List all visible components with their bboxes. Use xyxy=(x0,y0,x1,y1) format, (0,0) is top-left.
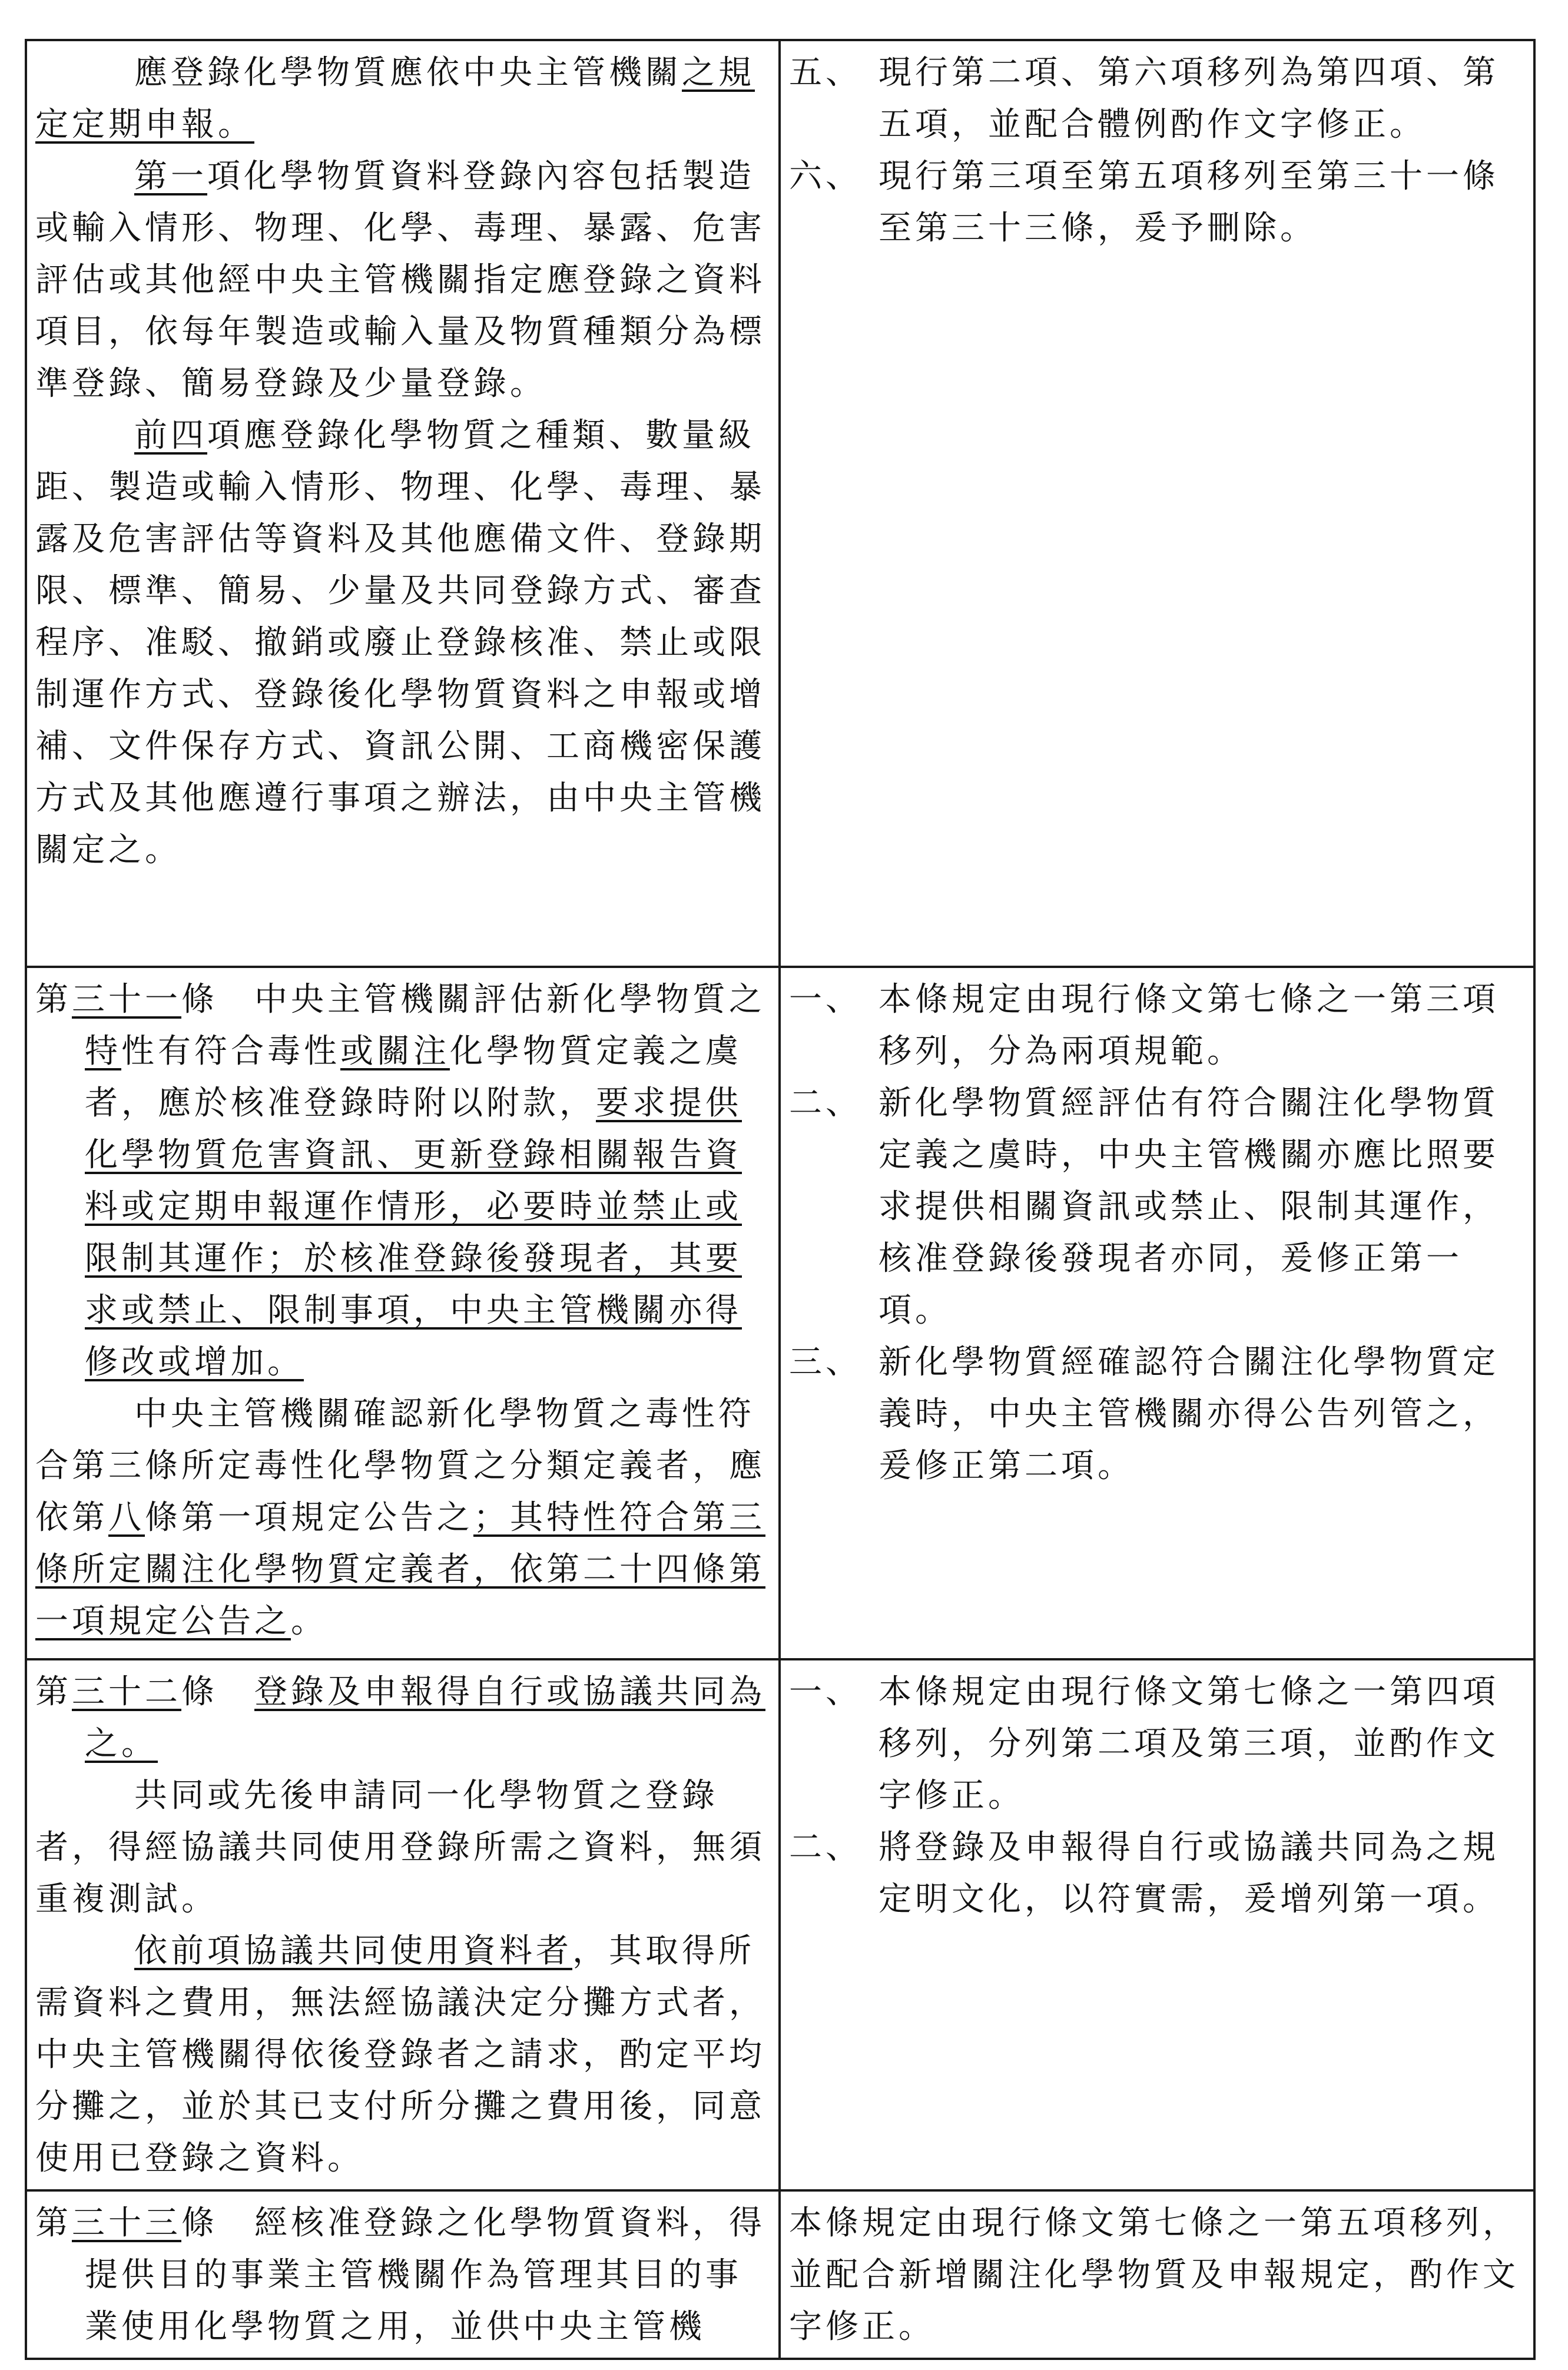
text-segment: 中央主管機關確認新化學物質之毒性符合第三條所定毒性化學物質之分類定義者，應依第 xyxy=(35,1395,765,1537)
explanation-item xyxy=(789,974,1525,1078)
explanation-item xyxy=(789,1078,1525,1337)
explanation-item xyxy=(789,151,1525,254)
item-number: 一、 xyxy=(789,980,862,1019)
explanation-cell xyxy=(780,40,1534,967)
explanation-item xyxy=(789,1337,1525,1492)
text-segment: 化學物質定義之虞者，應於核准登錄時附以附款， xyxy=(85,1032,742,1122)
paragraph xyxy=(35,2197,770,2353)
amended-text: 或關注 xyxy=(340,1032,450,1070)
amended-text: 登錄及申報得自行或協議共同為之。 xyxy=(85,1673,765,1763)
text-segment: 條 經核准登錄之化學物質資料，得提供目的事業主管機關作為管理其目的事業使用化學物質之用，並供中央主管機 xyxy=(85,2204,765,2346)
item-number: 一、 xyxy=(789,1673,862,1711)
amended-text: 前四 xyxy=(134,416,207,455)
table-row xyxy=(26,2190,1534,2359)
item-text: 本條規定由現行條文第七條之一第三項移列，分為兩項規範。 xyxy=(879,980,1499,1070)
text-segment: 第 xyxy=(35,1673,72,1711)
item-text: 現行第二項、第六項移列為第四項、第五項，並配合體例酌作文字修正。 xyxy=(879,54,1499,144)
amended-text: 三十二 xyxy=(72,1673,181,1711)
item-number: 五、 xyxy=(789,54,862,92)
article-text-cell xyxy=(26,967,780,1659)
explanation-item xyxy=(789,1666,1525,1822)
article-text-cell xyxy=(26,2190,780,2359)
text-segment: ，其取得所需資料之費用，無法經協議決定分攤方式者，中央主管機關得依後登錄者之請求，酌定平均分攤之，並於其已支付所分攤之費用後，同意使用已登錄之資料。 xyxy=(35,1932,765,2177)
amended-text: 三十三 xyxy=(72,2204,181,2242)
item-text: 新化學物質經評估有符合關注化學物質定義之虞時，中央主管機關亦應比照要求提供相關資訊或禁止、限制其運作，核准登錄後發現者亦同，爰修正第一項。 xyxy=(879,1084,1499,1330)
amended-text: 第一 xyxy=(134,157,207,195)
paragraph xyxy=(35,974,770,1388)
paragraph xyxy=(35,1925,770,2185)
table-row xyxy=(26,40,1534,967)
item-number: 六、 xyxy=(789,157,862,195)
text-segment: 項應登錄化學物質之種類、數量級距、製造或輸入情形、物理、化學、毒理、暴露及危害評估等資料及其他應備文件、登錄期限、標準、簡易、少量及共同登錄方式、審查程序、准駁、撤銷或廢止登錄核准、禁止或限制運作方式、登錄後化學物質資料之申報或增補、文件保存方式、資訊公開、工商機密保護方式及其他應遵行事項之辦法，由中央主管機關定之。 xyxy=(35,416,765,869)
paragraph xyxy=(35,410,770,876)
amended-text: 特 xyxy=(85,1032,121,1070)
explanation-cell xyxy=(780,1659,1534,2190)
text-segment: 條 中央主管機關評估新化學物質之 xyxy=(181,980,765,1019)
paragraph xyxy=(35,1770,770,1925)
comparison-table xyxy=(25,39,1536,2360)
text-segment: 應登錄化學物質應依中央主管機關 xyxy=(134,54,682,92)
explanation-item xyxy=(789,1822,1525,1925)
text-segment: 共同或先後申請同一化學物質之登錄者，得經協議共同使用登錄所需之資料，無須重複測試。 xyxy=(35,1776,765,1918)
paragraph xyxy=(35,1388,770,1648)
text-segment: 項化學物質資料登錄內容包括製造或輸入情形、物理、化學、毒理、暴露、危害評估或其他經中央主管機關指定應登錄之資料項目，依每年製造或輸入量及物質種類分為標準登錄、簡易登錄及少量登錄。 xyxy=(35,157,765,403)
table-row xyxy=(26,1659,1534,2190)
text-segment: 第 xyxy=(35,980,72,1019)
amended-text: ；其特性符合第三條所定關注化學物質定義者，依第二十四條第一項規定公告之 xyxy=(35,1499,765,1640)
article-text-cell xyxy=(26,40,780,967)
item-number: 二、 xyxy=(789,1828,862,1867)
explanation-item xyxy=(789,47,1525,151)
item-text: 本條規定由現行條文第七條之一第四項移列，分列第二項及第三項，並酌作文字修正。 xyxy=(879,1673,1499,1815)
amended-text: 三十一 xyxy=(72,980,181,1019)
explanation-cell xyxy=(780,2190,1534,2359)
item-number: 三、 xyxy=(789,1343,862,1381)
amended-text: 依前項協議共同使用資料者 xyxy=(134,1932,572,1970)
text-segment: 。 xyxy=(291,1602,327,1640)
amended-text: 之規定定期申報。 xyxy=(35,54,755,144)
text-segment: 性有符合毒性 xyxy=(121,1032,340,1070)
article-text-cell xyxy=(26,1659,780,2190)
item-number: 二、 xyxy=(789,1084,862,1122)
item-text: 將登錄及申報得自行或協議共同為之規定明文化，以符實需，爰增列第一項。 xyxy=(879,1828,1499,1918)
text-segment: 條 xyxy=(181,1673,254,1711)
table-row xyxy=(26,967,1534,1659)
item-text: 現行第三項至第五項移列至第三十一條至第三十三條，爰予刪除。 xyxy=(879,157,1499,247)
text-segment: 條第一項規定公告之 xyxy=(145,1499,473,1537)
paragraph xyxy=(35,1666,770,1770)
amended-text: 八 xyxy=(108,1499,145,1537)
explanation-cell xyxy=(780,967,1534,1659)
text-segment: 第 xyxy=(35,2204,72,2242)
item-text: 新化學物質經確認符合關注化學物質定義時，中央主管機關亦得公告列管之，爰修正第二項。 xyxy=(879,1343,1499,1485)
paragraph xyxy=(35,47,770,151)
amended-text: 要求提供化學物質危害資訊、更新登錄相關報告資料或定期申報運作情形，必要時並禁止或限制其運作；於核准登錄後發現者，其要求或禁止、限制事項，中央主管機關亦得修改或增加。 xyxy=(85,1084,742,1381)
item-text: 本條規定由現行條文第七條之一第五項移列，並配合新增關注化學物質及申報規定，酌作文字修正。 xyxy=(789,2204,1519,2346)
paragraph xyxy=(35,151,770,410)
